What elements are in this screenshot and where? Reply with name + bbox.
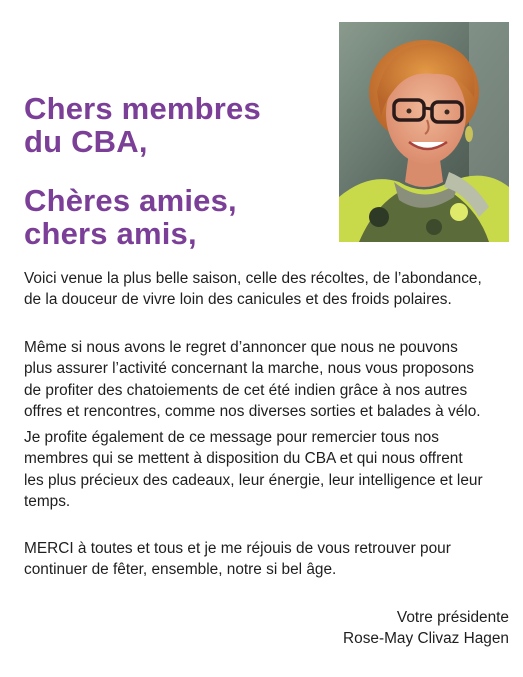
- greeting-friends: [24, 184, 237, 250]
- text-line: les plus précieux des cadeaux, leur énergie, leur intelligence et leur: [24, 471, 483, 489]
- paragraph-season: [24, 268, 523, 311]
- greeting-members: [24, 92, 261, 158]
- paragraph-activities: [24, 337, 523, 422]
- portrait-illustration: [339, 22, 509, 242]
- text-line: MERCI à toutes et tous et je me réjouis de vous retrouver pour: [24, 540, 451, 557]
- text-line: membres qui se mettent à disposition du CBA et qui nous offrent: [24, 450, 463, 468]
- signature-role: Votre présidente: [396, 609, 509, 626]
- greeting-line: Chers membres: [24, 91, 261, 126]
- text-line: continuer de fêter, ensemble, notre si bel âge.: [24, 561, 337, 579]
- text-line: Je profite également de ce message pour remercier tous nos: [24, 429, 439, 446]
- text-line: de la douceur de vivre loin des canicules et des froids polaires.: [24, 291, 452, 309]
- text-line: offres et rencontres, comme nos diverses sorties et balades à vélo.: [24, 402, 481, 420]
- greeting-line: Chères amies,: [24, 183, 237, 218]
- signature-name: Rose-May Clivaz Hagen: [343, 630, 509, 648]
- text-line: plus assurer l’activité concernant la marche, nous vous proposons: [24, 360, 474, 378]
- portrait-photo: [339, 22, 509, 242]
- greeting-line: du CBA,: [24, 124, 148, 159]
- greeting-line: chers amis,: [24, 216, 197, 251]
- text-line: Voici venue la plus belle saison, celle des récoltes, de l’abondance,: [24, 270, 482, 287]
- text-line: temps.: [24, 492, 71, 510]
- signature-block: [343, 607, 509, 650]
- text-line: de profiter des chatoiements de cet été indien grâce à nos autres: [24, 381, 468, 399]
- paragraph-merci: [24, 538, 523, 581]
- text-line: Même si nous avons le regret d’annoncer que nous ne pouvons: [24, 339, 458, 356]
- paragraph-thanks: [24, 427, 523, 512]
